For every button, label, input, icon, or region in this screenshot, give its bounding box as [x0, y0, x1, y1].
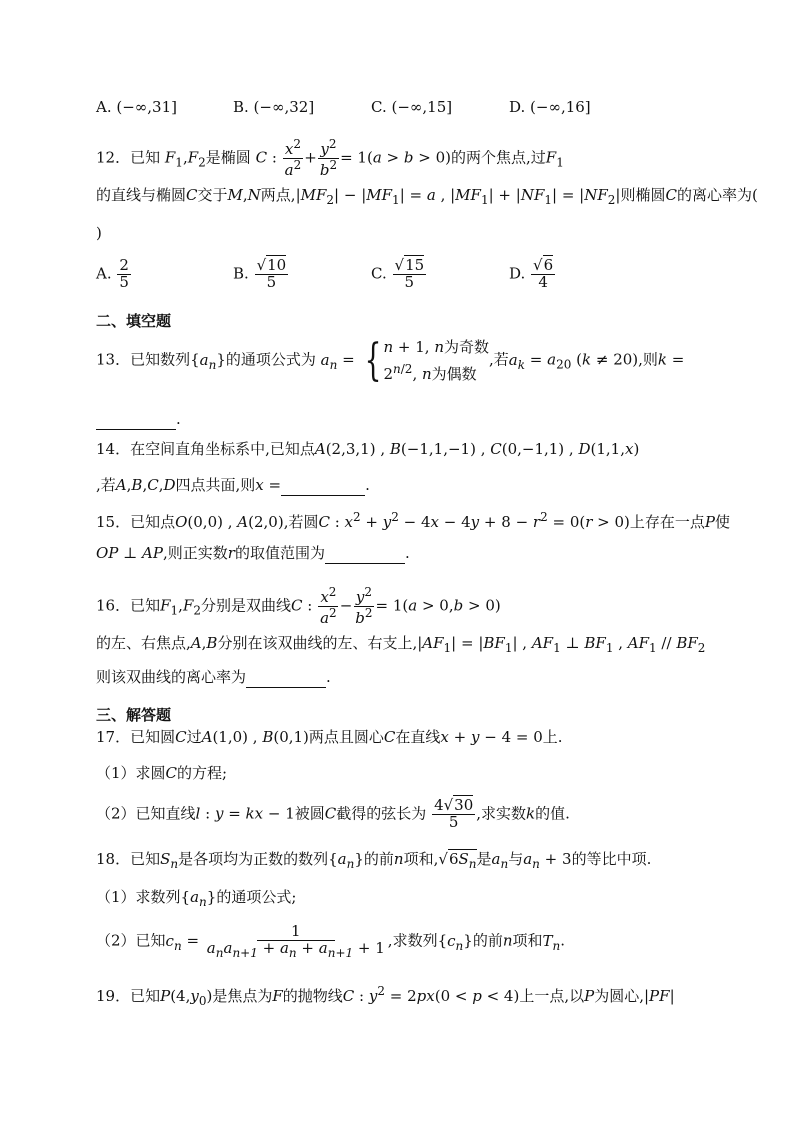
- q11-option-a: A. (−∞,31]: [96, 98, 177, 116]
- q12-option-d: D. $\frac{√6}{4}$: [509, 256, 554, 291]
- q12-option-a: A. $\frac{2}{5}$: [96, 256, 129, 291]
- q15-stem: 15．已知点O(0,0) , A(2,0),若圆C : $x^2 + y^2 - 4x - 4y + 8 - r^2 = 0(r > 0)$上存在一点P使: [96, 510, 731, 531]
- q12-line2: 的直线与椭圆C交于M,N两点$,|MF_2| - |MF_1| = a$ , $|MF_1| + |NF_1| = |NF_2|$则椭圆C的离心率为(: [96, 186, 758, 207]
- q18-part1: （1）求数列$\{a_n\}$的通项公式;: [96, 888, 297, 909]
- q11-option-b: B. (−∞,32]: [233, 98, 315, 116]
- q14-line2: ,若A,B,C,D四点共面,则x = .: [96, 476, 370, 494]
- q11-option-c: C. (−∞,15]: [371, 98, 453, 116]
- q13-answer-blank: [96, 413, 176, 430]
- q13-blank: .: [96, 408, 181, 430]
- q18-part2: （2）已知$c_n$ = $\frac{1}{a_na_{n+1} + a_n + a_{n+1} + 1}$ ,求数列$\{c_n\}$的前n项和$T_n$.: [96, 922, 566, 960]
- q12-line3: ): [96, 224, 102, 242]
- q13-stem: 13．已知数列$\{a_n\}$的通项公式为 $a_n$ = { n + 1, n为奇数 $2^{n/2}$, n为偶数 ,若$a_k = a_{20}$ (k ≠ 20),则k =: [96, 334, 685, 386]
- q16-line2: 的左、右焦点,A,B分别在该双曲线的左、右支上$,|AF_1| = |BF_1|$ , $AF_1$ ⊥ $BF_1$ , $AF_1 // BF_2$: [96, 634, 706, 655]
- q11-option-d: D. (−∞,16]: [509, 98, 591, 116]
- q17-stem: 17．已知圆C过A(1,0) , B(0,1)两点且圆心C在直线x + y − 4 = 0上.: [96, 728, 563, 746]
- q14-stem: 14．在空间直角坐标系中,已知点A(2,3,1) , B(−1,1,−1) , C(0,−1,1) , D(1,1,x): [96, 440, 640, 458]
- q15-answer-blank: [325, 547, 405, 564]
- q14-answer-blank: [281, 479, 365, 496]
- q19-stem: 19．已知$P(4,y_0)$是焦点为F的抛物线C : $y^2 = 2px(0 < p < 4)$上一点,以P为圆心,|PF|: [96, 984, 675, 1008]
- q12-stem: 12．已知 $F_1,F_2$是椭圆 C : $\frac{x^2}{a^2}$ + $\frac{y^2}{b^2}$ = 1(a > b > 0)的两个焦点,过$F_1$: [96, 137, 564, 179]
- q16-stem: 16．已知$F_1,F_2$分别是双曲线C : $\frac{x^2}{a^2}$ − $\frac{y^2}{b^2}$ = 1(a > 0,b > 0): [96, 585, 501, 627]
- q16-line3: 则该双曲线的离心率为 .: [96, 668, 331, 686]
- q17-part1: （1）求圆C的方程;: [96, 764, 228, 782]
- section-solve: 三、解答题: [96, 706, 172, 724]
- q18-stem: 18．已知$S_n$是各项均为正数的数列$\{a_n\}$的前n项和$,√6S_n$是$a_n$与$a_n + 3$的等比中项.: [96, 850, 652, 871]
- q12-option-c: C. $\frac{√15}{5}$: [371, 256, 425, 291]
- section-fill-in: 二、填空题: [96, 312, 172, 330]
- q16-answer-blank: [246, 671, 326, 688]
- q15-line2: OP ⊥ AP,则正实数r的取值范围为 .: [96, 544, 410, 562]
- q12-option-b: B. $\frac{√10}{5}$: [233, 256, 287, 291]
- q17-part2: （2）已知直线l : y = kx − 1被圆C截得的弦长为 $\frac{4√30}{5}$ ,求实数k的值.: [96, 796, 570, 831]
